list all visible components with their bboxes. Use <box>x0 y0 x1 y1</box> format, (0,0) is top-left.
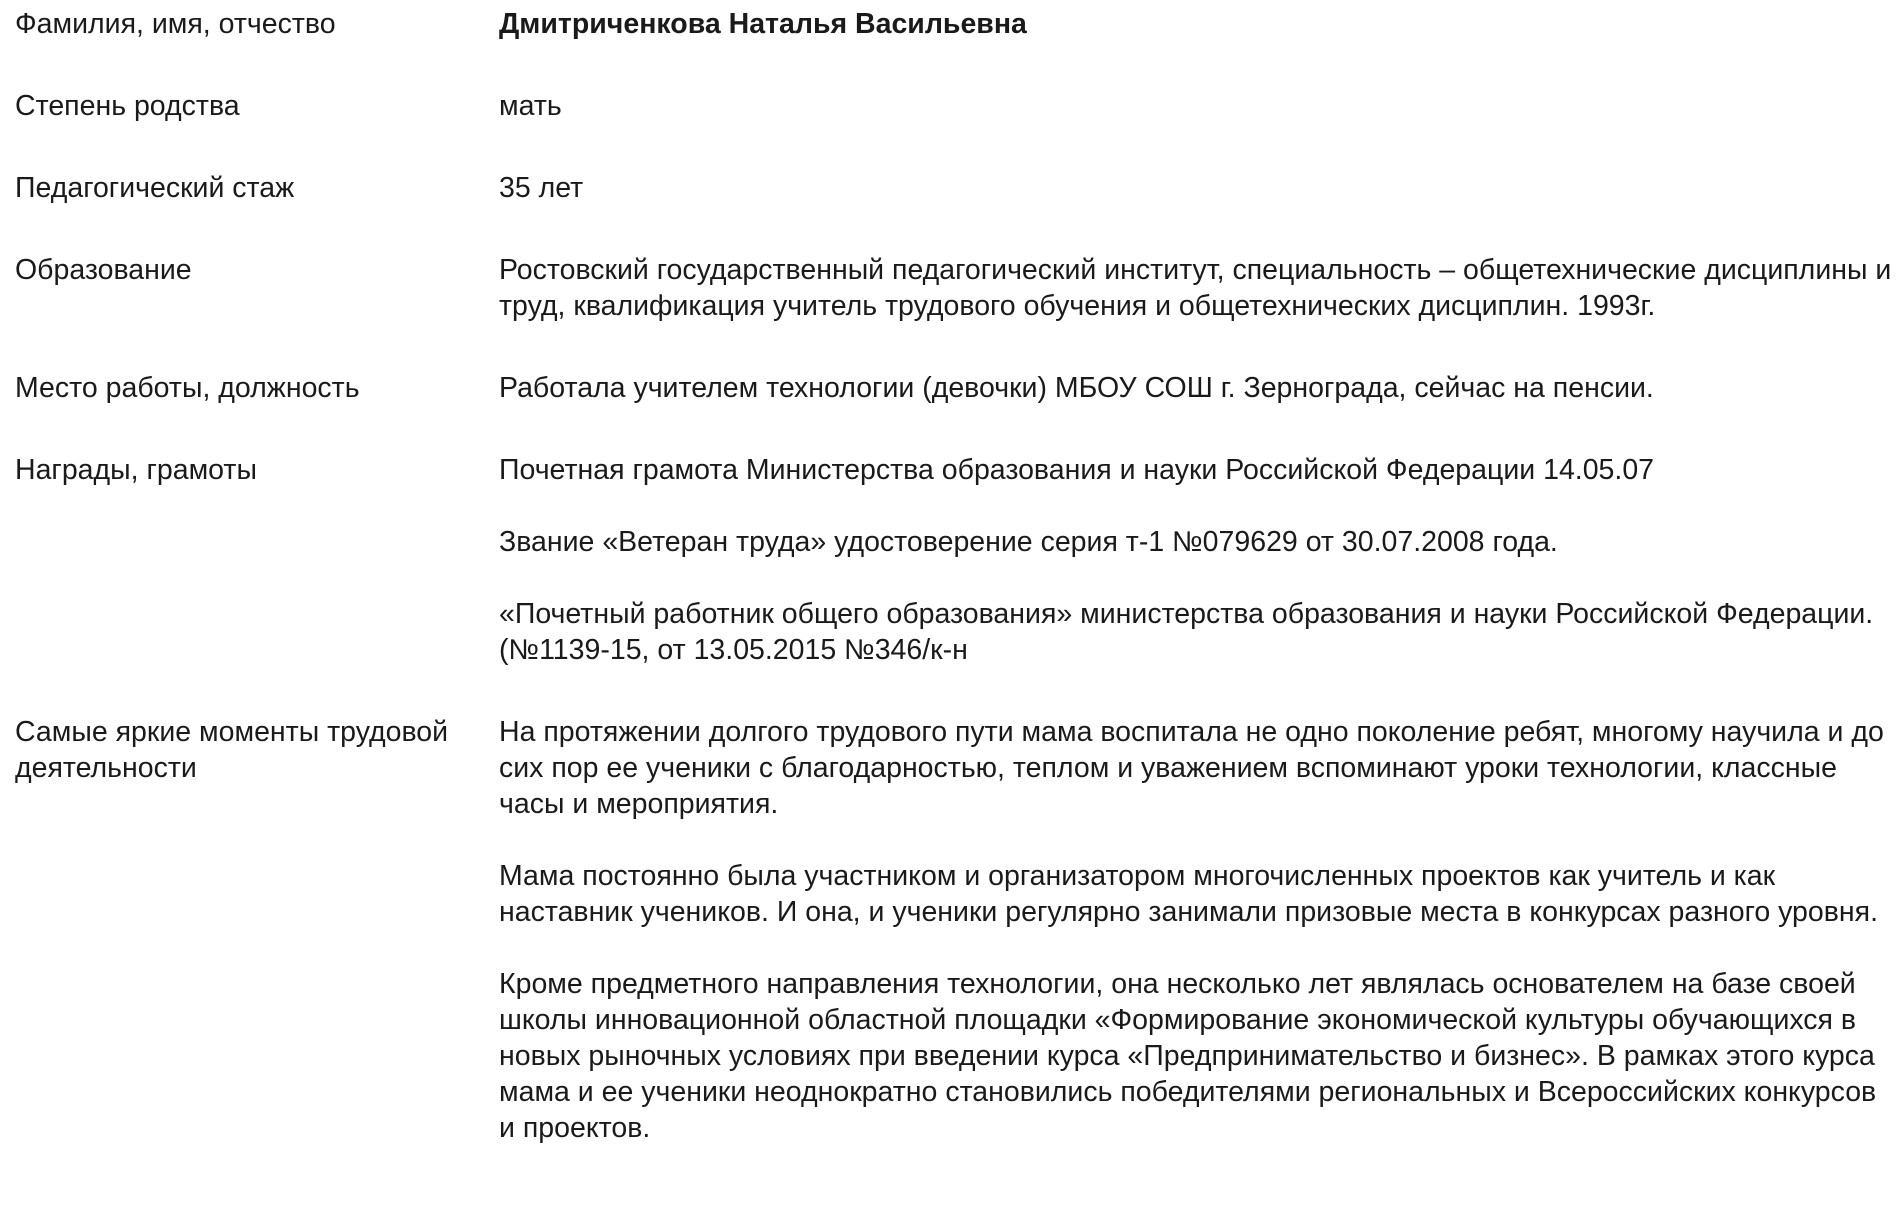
experience-value: 35 лет <box>499 172 584 204</box>
workplace-label: Место работы, должность <box>15 372 360 404</box>
highlights-label: Самые яркие моменты трудовой деятельности <box>15 716 449 784</box>
row-highlights <box>15 714 1895 1146</box>
award-paragraph: Почетная грамота Министерства образования и науки Российской Федерации 14.05.07 <box>499 454 1655 486</box>
full-name-label: Фамилия, имя, отчество <box>15 8 336 40</box>
relation-label: Степень родства <box>15 90 240 122</box>
award-paragraph: «Почетный работник общего образования» министерства образования и науки Российской Федерации.(№1139-15, от 13.05.2015 №346/к-н <box>499 598 1874 666</box>
workplace-value: Работала учителем технологии (девочки) МБОУ СОШ г. Зернограда, сейчас на пенсии. <box>499 372 1654 404</box>
relation-value: мать <box>499 90 562 122</box>
experience-label: Педагогический стаж <box>15 172 295 204</box>
highlight-paragraph: На протяжении долгого трудового пути мама воспитала не одно поколение ребят, многому научила и до сих пор ее ученики с благодарностью, теплом и уважением вспоминают уроки технологии, классные часы и мероприятия. <box>499 716 1884 820</box>
highlights-value <box>499 714 1895 1146</box>
row-awards <box>15 452 1895 714</box>
row-workplace <box>15 370 1895 452</box>
highlight-paragraph: Кроме предметного направления технологии, она несколько лет являлась основателем на базе своей школы инновационной областной площадки «Формирование экономической культуры обучающихся в новых рыночных условиях при введении курса «Предпринимательство и бизнес». В рамках этого курса мама и ее ученики неоднократно становились победителями региональных и Всероссийских конкурсов и проектов. <box>499 968 1877 1144</box>
education-value: Ростовский государственный педагогический институт, специальность – общетехнические дисциплины и труд, квалификация учитель трудового обучения и общетехнических дисциплин. 1993г. <box>499 254 1892 322</box>
row-education <box>15 252 1895 370</box>
profile-table <box>15 6 1895 1146</box>
full-name-value: Дмитриченкова Наталья Васильевна <box>499 8 1027 40</box>
row-experience <box>15 170 1895 252</box>
row-relation <box>15 88 1895 170</box>
highlight-paragraph: Мама постоянно была участником и организатором многочисленных проектов как учитель и как наставник учеников. И она, и ученики регулярно занимали призовые места в конкурсах разного уровня. <box>499 860 1878 928</box>
award-paragraph: Звание «Ветеран труда» удостоверение серия т-1 №079629 от 30.07.2008 года. <box>499 526 1558 558</box>
row-full-name <box>15 6 1895 88</box>
awards-value <box>499 452 1895 714</box>
education-label: Образование <box>15 254 192 286</box>
awards-label: Награды, грамоты <box>15 454 257 486</box>
